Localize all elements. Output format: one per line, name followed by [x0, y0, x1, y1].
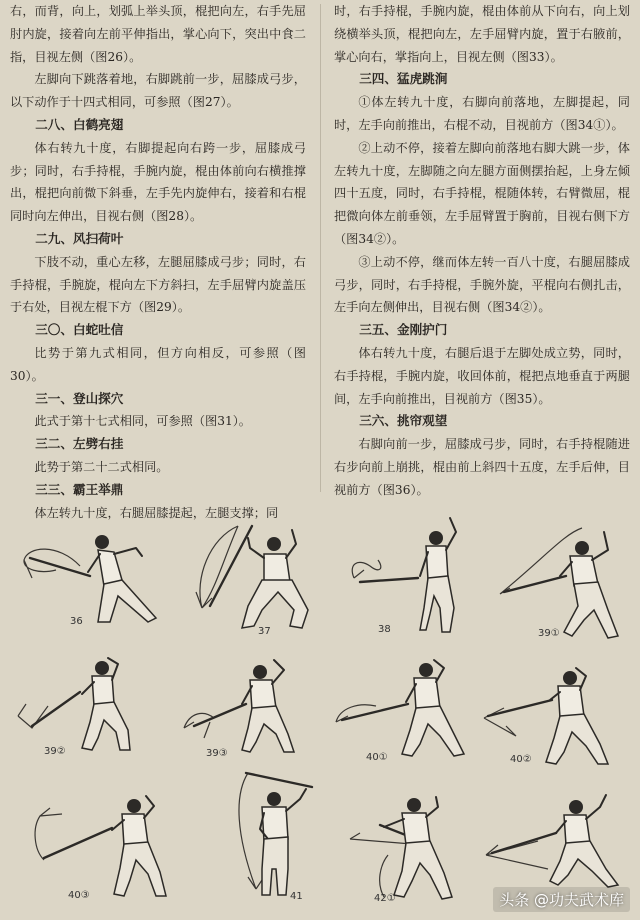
section-heading: 二九、风扫荷叶 — [35, 230, 124, 246]
figure-36-label: 36 — [70, 616, 83, 627]
figure-40-3 — [26, 780, 186, 905]
figure-42-1-illustration — [340, 785, 490, 910]
section-heading: 三四、猛虎跳涧 — [359, 71, 448, 87]
figure-40-2-label: 40② — [510, 754, 532, 765]
figure-39-2-label: 39② — [44, 746, 66, 757]
body-paragraph: 体右转九十度，右脚提起向右跨一步，屈膝成弓步；同时，右手持棍，手腕内旋，棍由体前向右横推撑出，棍把向前微下斜垂，左手先内旋伸右，接着和右棍同时向左伸出，目视右侧（图28）。 — [10, 140, 306, 224]
figure-41 — [228, 765, 328, 905]
right-text-column — [334, 0, 630, 502]
section-heading: 三六、挑帘观望 — [359, 413, 448, 429]
figure-39-2 — [10, 650, 160, 760]
figure-40-1-label: 40① — [366, 752, 388, 763]
body-paragraph: 此式于第十七式相同，可参照（图31）。 — [34, 414, 251, 429]
figure-39-1 — [490, 520, 630, 645]
figure-37-label: 37 — [258, 626, 271, 637]
figure-36 — [18, 508, 168, 633]
body-paragraph: 右脚向前一步，屈膝成弓步，同时，右手持棍随进右步向前上崩挑，棍由前上斜四十五度，左手后伸，目视前方（图36）。 — [334, 437, 630, 497]
figure-42-2 — [480, 785, 630, 895]
figure-38-label: 38 — [378, 624, 391, 635]
figure-41-illustration — [228, 765, 328, 905]
figure-42-1-label: 42① — [374, 893, 396, 904]
watermark-label: 头条 @功夫武术库 — [493, 887, 630, 912]
section-heading: 三一、登山探穴 — [35, 390, 124, 406]
left-text-column — [10, 0, 306, 524]
figure-40-1 — [332, 652, 482, 767]
figure-42-1 — [340, 785, 490, 910]
figure-39-2-illustration — [10, 650, 160, 760]
body-paragraph: 下肢不动，重心左移，左腿屈膝成弓步；同时，右手持棍，手腕旋，棍向左下方斜扫，左手屈臂内旋盖压于右处，目视左棍下方（图29）。 — [10, 254, 306, 315]
column-divider — [320, 4, 321, 492]
figure-38 — [344, 508, 484, 638]
figure-39-3 — [180, 652, 320, 762]
section-heading: 二八、白鹤亮翅 — [35, 116, 124, 132]
figure-40-3-illustration — [26, 780, 186, 905]
body-paragraph: ②上动不停，接着左脚向前落地右脚大跳一步，体左转九十度，左脚随之向左腿方面侧摆抬起，上身左倾四十五度，同时，右手持棍，棍随体转，右臂微屈，棍把微向体左前垂领，左手屈臂置于胸前，目视右侧下方（图34②）。 — [334, 140, 630, 246]
body-paragraph: ①体左转九十度，右脚向前落地，左脚提起，同时，左手向前推出，右棍不动，目视前方（图34①）。 — [334, 95, 630, 132]
figure-40-2-illustration — [480, 660, 630, 775]
figure-40-2 — [480, 660, 630, 775]
body-paragraph: 比势于第九式相同，但方向相反，可参照（图30）。 — [10, 345, 306, 383]
body-paragraph: 左脚向下跳落着地，右脚跳前一步，屈膝成弓步，以下动作于十四式相同，可参照（图27）。 — [10, 72, 306, 110]
body-paragraph: 体右转九十度，右腿后退于左脚处成立势，同时，右手持棍，手腕内旋，收回体前，棍把点地垂直于两腿间，左手向前推出，目视前方（图35）。 — [334, 345, 630, 406]
section-heading: 三〇、白蛇吐信 — [35, 322, 124, 338]
figure-38-illustration — [344, 508, 484, 638]
body-paragraph: 此势于第二十二式相同。 — [34, 459, 169, 474]
figure-42-2-illustration — [480, 785, 630, 895]
section-heading: 三二、左劈右挂 — [35, 436, 124, 452]
figure-39-1-illustration — [490, 520, 630, 645]
figure-39-3-label: 39③ — [206, 748, 228, 759]
figure-39-3-illustration — [180, 652, 320, 762]
body-paragraph: ③上动不停，继而体左转一百八十度，右腿屈膝成弓步，同时，右手持棍，手腕外旋，平棍向右侧扎击，左手向左侧伸出，目视右侧（图34②）。 — [334, 254, 630, 315]
figure-40-3-label: 40③ — [68, 890, 90, 901]
figure-40-1-illustration — [332, 652, 482, 767]
figure-37-illustration — [190, 518, 330, 643]
figure-37 — [190, 518, 330, 643]
body-paragraph: 体左转九十度，右腿屈膝提起，左腿支撑；同 — [34, 505, 279, 520]
figure-39-1-label: 39① — [538, 628, 560, 639]
section-heading: 三五、金刚护门 — [359, 322, 448, 338]
figure-36-illustration — [18, 508, 168, 633]
figure-41-label: 41 — [290, 891, 303, 902]
body-paragraph: 时，右手持棍，手腕内旋，棍由体前从下向右，向上划绕横举头顶，棍把向左，左手屈臂内旋，置于右腋前，掌心向右，掌指向上，目视左侧（图33）。 — [334, 4, 630, 64]
body-paragraph: 右，而背，向上，划弧上举头顶，棍把向左，右手先屈肘内旋，接着向左前平伸指出，掌心向下，突出中食二指，目视左侧（图26）。 — [10, 4, 306, 64]
section-heading: 三三、霸王举鼎 — [35, 481, 124, 497]
